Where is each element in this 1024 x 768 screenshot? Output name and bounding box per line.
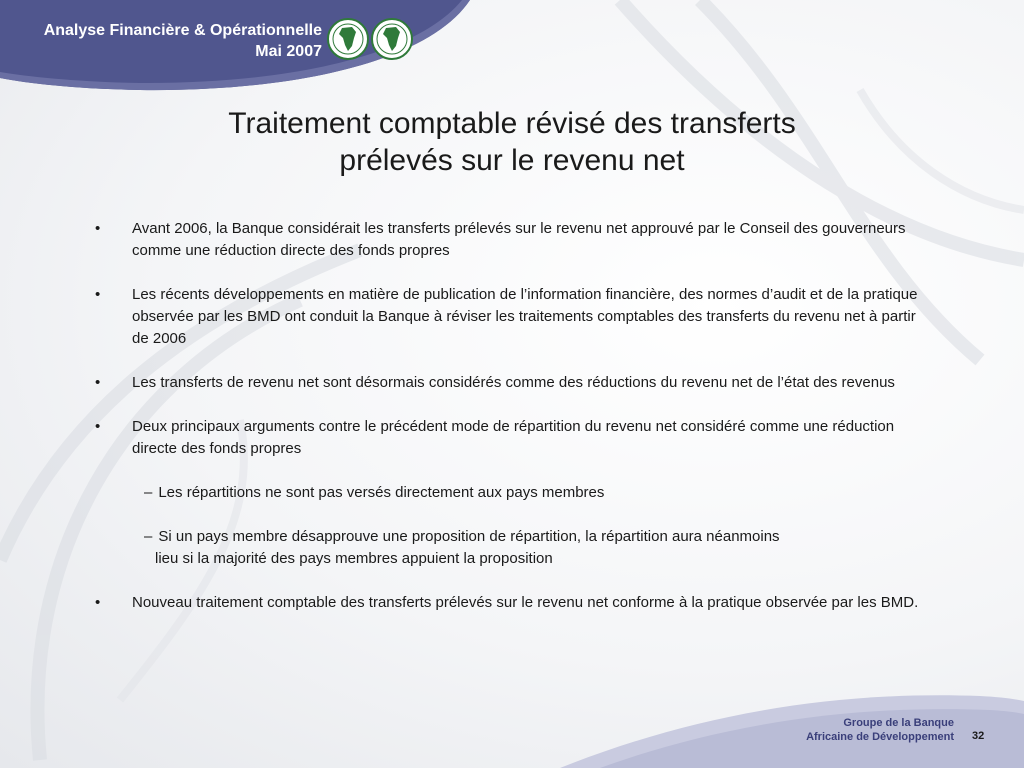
- footer-organization: [806, 716, 954, 744]
- page-number: 32: [972, 730, 985, 742]
- bullet-mark: •: [95, 418, 101, 435]
- bullet-item: [95, 284, 925, 350]
- bullet-text: Les récents développements en matière de publication de l’information financière, des normes d’audit et de la pratique observée par les BMD ont conduit la Banque à réviser les traitements comptables des transferts du revenu net à partir de 2006: [132, 286, 918, 347]
- bullet-text: Deux principaux arguments contre le précédent mode de répartition du revenu net considéré comme une réduction directe des fonds propres: [132, 418, 895, 457]
- slide-content: [95, 218, 925, 636]
- bullet-mark: •: [95, 286, 101, 303]
- footer-band: [560, 690, 1024, 768]
- afdb-logo: [326, 16, 416, 62]
- bullet-item: [95, 592, 925, 614]
- sub-bullet-text: Les répartitions ne sont pas versés directement aux pays membres: [158, 484, 605, 501]
- sub-bullet-dash: –: [144, 528, 153, 545]
- bullet-text: Nouveau traitement comptable des transferts prélevés sur le revenu net conforme à la pratique observée par les BMD.: [132, 594, 919, 611]
- sub-bullet-continuation: lieu si la majorité des pays membres appuient la proposition: [155, 550, 553, 567]
- header-line-2: Mai 2007: [255, 43, 322, 60]
- bullet-mark: •: [95, 374, 101, 391]
- slide-title-line-2: prélevés sur le revenu net: [339, 144, 685, 177]
- footer-line-1: Groupe de la Banque: [843, 717, 954, 729]
- sub-bullet-item: [95, 526, 925, 570]
- bullet-text: Avant 2006, la Banque considérait les transferts prélevés sur le revenu net approuvé par le Conseil des gouverneurs comme une réduction directe des fonds propres: [132, 220, 906, 259]
- footer-line-2: Africaine de Développement: [806, 731, 954, 743]
- bullet-item: [95, 218, 925, 262]
- sub-bullet-text: Si un pays membre désapprouve une proposition de répartition, la répartition aura néanmoins: [158, 528, 780, 545]
- bullet-item: [95, 416, 925, 460]
- sub-bullet-dash: –: [144, 484, 153, 501]
- slide-title: [150, 105, 874, 179]
- sub-bullet-item: [95, 482, 925, 504]
- bullet-text: Les transferts de revenu net sont désormais considérés comme des réductions du revenu net de l’état des revenus: [132, 374, 895, 391]
- header-line-1: Analyse Financière & Opérationnelle: [43, 22, 322, 39]
- bullet-mark: •: [95, 220, 101, 237]
- slide-title-line-1: Traitement comptable révisé des transferts: [228, 107, 796, 140]
- bullet-item: [95, 372, 925, 394]
- bullet-mark: •: [95, 594, 101, 611]
- header-title: [44, 20, 322, 62]
